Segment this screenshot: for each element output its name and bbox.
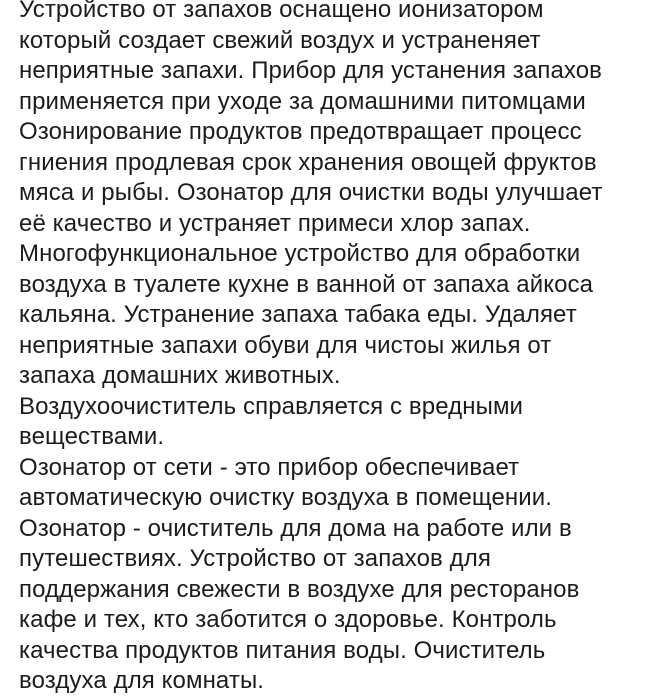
text-line: путешествиях. Устройство от запахов для — [19, 545, 491, 572]
text-line: который создает свежий воздух и устраненяет — [19, 26, 541, 54]
text-line: Озонирование продуктов предотвращает процесс — [19, 118, 582, 145]
text-line: Многофункциональное устройство для обработки — [19, 240, 581, 267]
text-line: неприятные запахи обуви для чистоы жилья от — [19, 331, 552, 359]
text-line: Устройство от запахов оснащено ионизатором — [19, 0, 544, 23]
text-line: применяется при уходе за домашними питомцами — [19, 87, 586, 115]
text-line: воздуха для комнаты. — [19, 667, 265, 694]
text-line: воздуха в туалете кухне в ванной от запаха айкоса — [19, 270, 594, 298]
text-line: качества продуктов питания воды. Очиститель — [19, 636, 546, 664]
text-line: Озонатор от сети - это прибор обеспечивает — [19, 453, 520, 481]
text-line: Озонатор - очиститель для дома на работе или в — [19, 514, 572, 542]
text-line: поддержания свежести в воздухе для ресторанов — [19, 575, 580, 603]
text-line: Воздухоочиститель справляется с вредными — [19, 392, 524, 420]
text-line: мяса и рыбы. Озонатор для очистки воды улучшает — [19, 179, 603, 206]
text-line: кафе и тех, кто заботится о здоровье. Контроль — [19, 606, 557, 633]
text-line: её качество и устраняет примеси хлор запах. — [19, 209, 531, 237]
text-line: кальяна. Устранение запаха табака еды. Удаляет — [19, 301, 577, 328]
text-line: автоматическую очистку воздуха в помещении. — [19, 484, 553, 511]
text-line: неприятные запахи. Прибор для устанения запахов — [19, 57, 603, 84]
description-text — [19, 0, 644, 697]
text-line: запаха домашних животных. — [19, 362, 341, 389]
text-line: веществами. — [19, 423, 165, 450]
text-line: гниения продлевая срок хранения овощей фруктов — [19, 148, 597, 176]
